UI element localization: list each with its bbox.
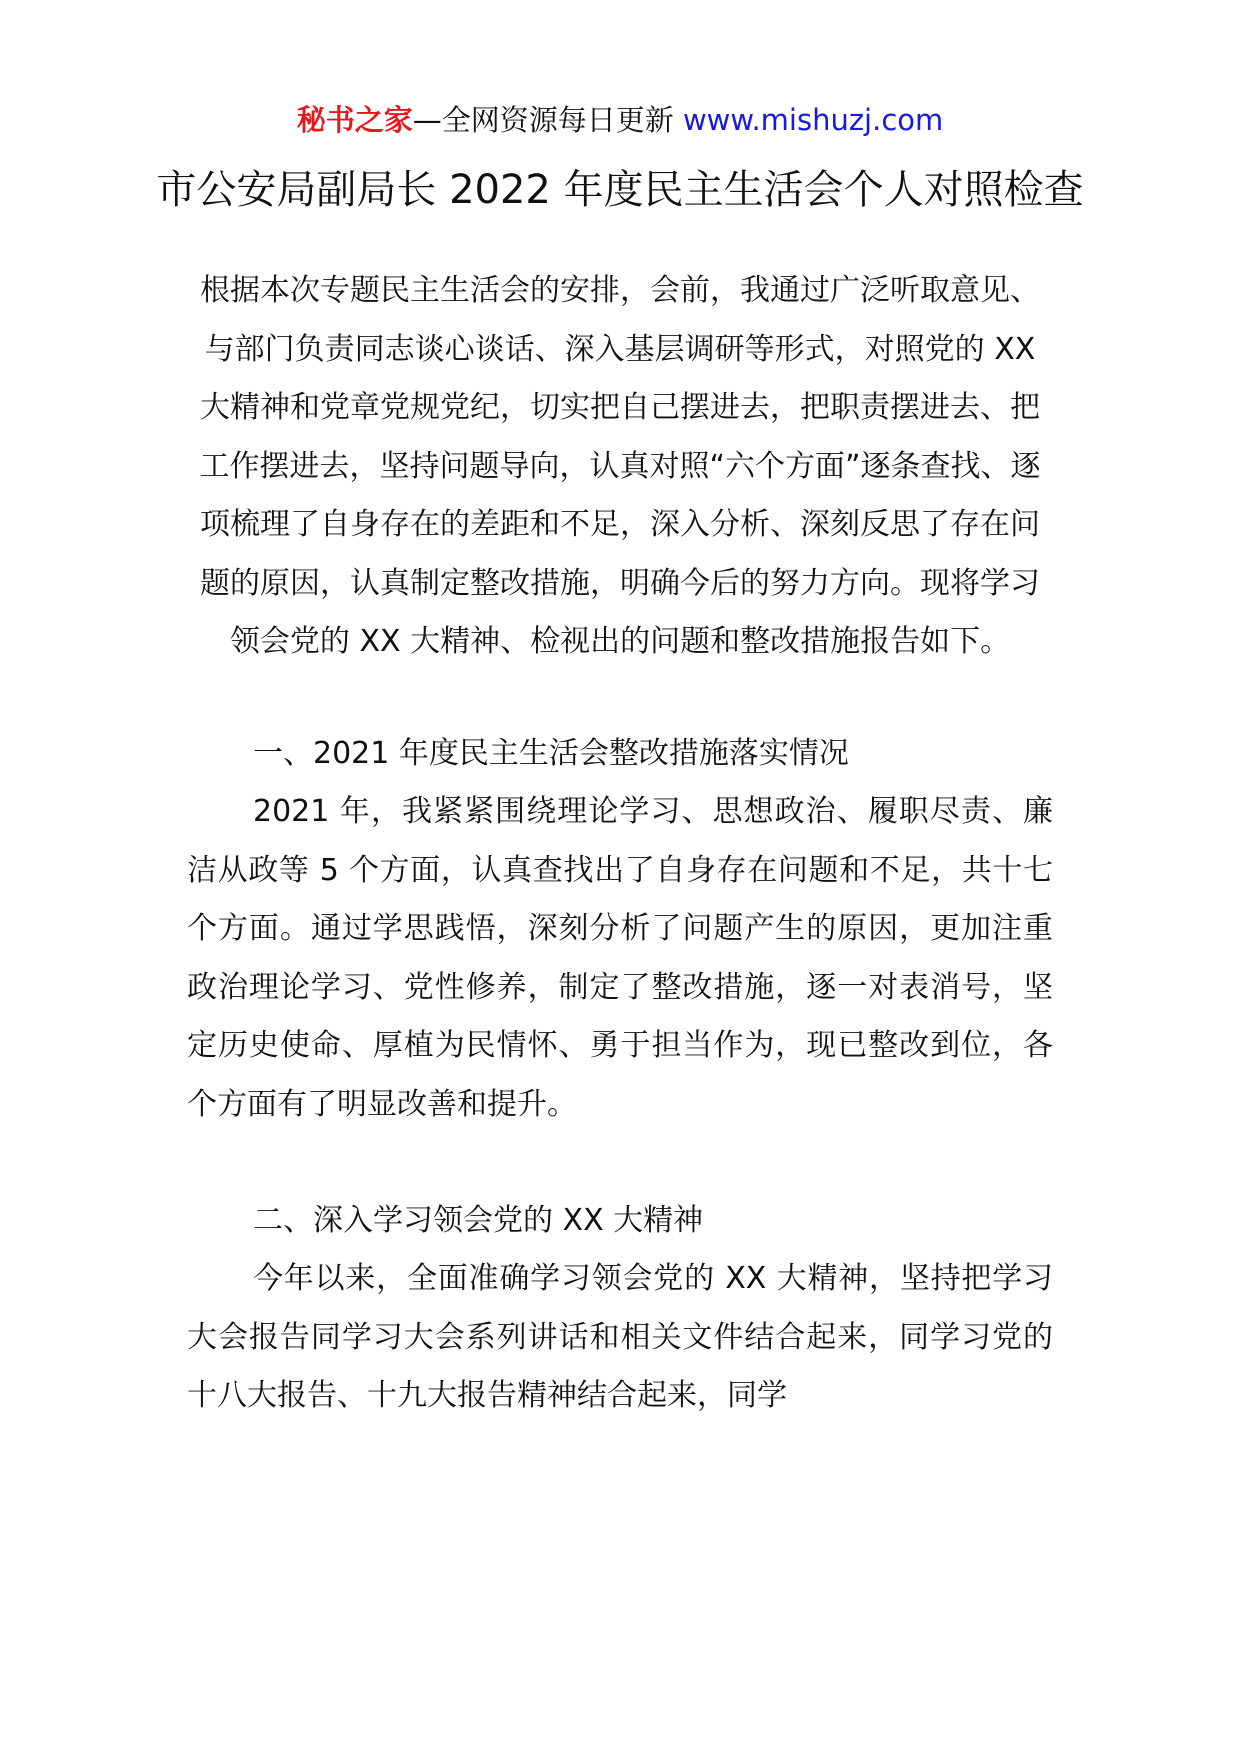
- header-slogan: —全网资源每日更新: [412, 103, 683, 137]
- website-link[interactable]: www.mishuzj.com: [682, 103, 944, 137]
- site-header: [0, 100, 1240, 140]
- section-2-paragraph: 今年以来，全面准确学习领会党的 XX 大精神，坚持把学习大会报告同学习大会系列讲话和相关文件结合起来，同学习党的十八大报告、十九大报告精神结合起来，同学: [187, 1261, 1053, 1413]
- document-title: 市公安局副局长 2022 年度民主生活会个人对照检查: [156, 167, 1084, 213]
- intro-paragraph: 根据本次专题民主生活会的安排，会前，我通过广泛听取意见、与部门负责同志谈心谈话、深入基层调研等形式，对照党的 XX 大精神和党章党规党纪，切实把自己摆进去，把职责摆进去、把工作摆进去，坚持问题导向，认真对照“六个方面”逐条查找、逐项梳理了自身存在的差距和不足，深入分析、深刻反思了存在问题的原因，认真制定整改措施，明确今后的努力方向。现将学习领会党的 XX 大精神、检视出的问题和整改措施报告如下。: [199, 273, 1041, 659]
- section-1-paragraph: 2021 年，我紧紧围绕理论学习、思想政治、履职尽责、廉洁从政等 5 个方面，认真查找出了自身存在问题和不足，共十七个方面。通过学思践悟，深刻分析了问题产生的原因，更加注重政治理论学习、党性修养，制定了整改措施，逐一对表消号，坚定历史使命、厚植为民情怀、勇于担当作为，现已整改到位，各个方面有了明显改善和提升。: [187, 794, 1053, 1122]
- brand-name: 秘书之家: [296, 103, 413, 137]
- section-1-heading: 一、2021 年度民主生活会整改措施落实情况: [253, 736, 849, 771]
- section-2-heading: 二、深入学习领会党的 XX 大精神: [253, 1203, 704, 1238]
